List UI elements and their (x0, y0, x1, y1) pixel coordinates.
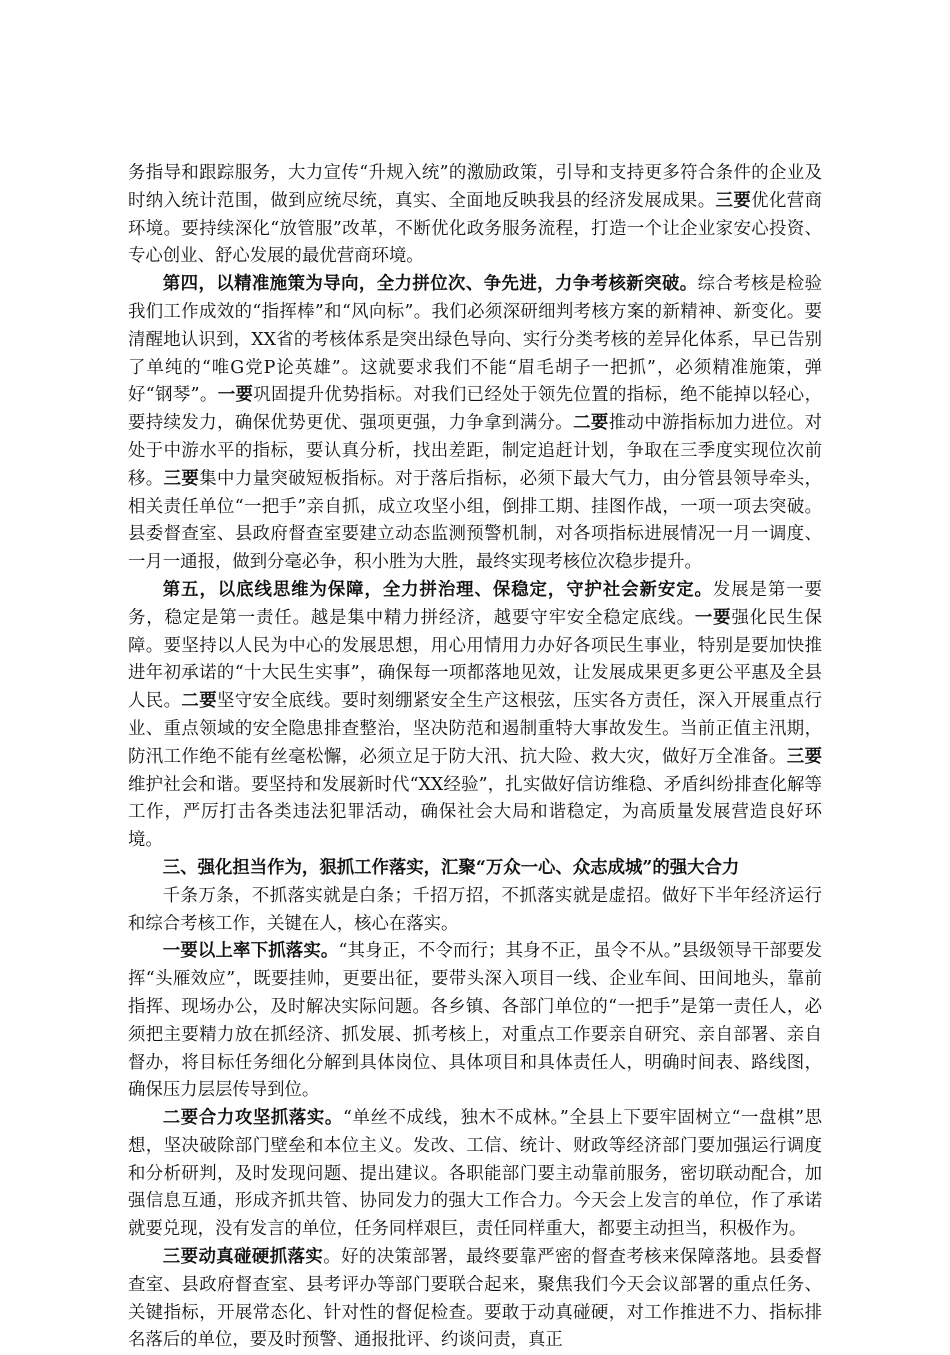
text-segment: 。好的决策部署，最终要靠严密的督查考核来保障落地。县委督查室、县政府督查室、县考评办等部门要联合起来，聚焦我们今天会议部署的重点任务、关键指标，开展常态化、针对性的督促检查。要敢于动真碰硬，对工作推进不力、指标排名落后的单位，要及时预警、通报批评、约谈问责，真正 (128, 1247, 822, 1351)
text-segment: 巩固提升优势指标。对我们已经处于领先位置的指标，绝不能掉以轻心，要持续发力，确保优势更优、强项更强，力争拿到满分。 (128, 385, 822, 434)
subheading-one: 一要以上率下抓落实。 (162, 941, 339, 962)
paragraph-strict-supervision (128, 1244, 822, 1355)
text-segment: 务指导和跟踪服务，大力宣传“升规入统”的激励政策，引导和支持更多符合条件的企业及时纳入统计范围，做到应统尽统，真实、全面地反映我县的经济发展成果。 (128, 163, 822, 211)
text-segment: 强化民生保障。要坚持以人民为中心的发展思想，用心用情用力办好各项民生事业，特别是要加快推进年初承诺的“十大民生实事”，确保每一项都落地见效，让发展成果更多更公平惠及全县人民。 (128, 607, 822, 712)
section-heading-three: 三、强化担当作为，狠抓工作落实，汇聚“万众一心、众志成城”的强大合力 (162, 857, 740, 878)
bold-lead: 三要 (786, 746, 822, 767)
paragraph-fourth-assessment (128, 271, 822, 577)
text-segment: “其身正，不令而行；其身不正，虽令不从。”县级领导干部要发挥“头雁效应”，既要挂帅，更要出征，要带头深入项目一线、企业车间、田间地头，靠前指挥、现场办公，及时解决实际问题。各乡镇、各部门单位的“一把手”是第一责任人，必须把主要精力放在抓经济、抓发展、抓考核上，对重点工作要亲自研究、亲自部署、亲自督办，将目标任务细化分解到具体岗位、具体项目和具体责任人，明确时间表、路线图，确保压力层层传导到位。 (128, 941, 822, 1101)
paragraph-business-environment (128, 160, 822, 271)
paragraph-implementation-intro (128, 883, 822, 939)
text-segment: 坚守安全底线。要时刻绷紧安全生产这根弦，压实各方责任，深入开展重点行业、重点领域的安全隐患排查整治，坚决防范和遏制重特大事故发生。当前正值主汛期，防汛工作绝不能有丝毫松懈，必须立足于防大汛、抗大险、救大灾，做好万全准备。 (128, 691, 822, 767)
text-segment: 维护社会和谐。要坚持和发展新时代“XX经验”，扎实做好信访维稳、矛盾纠纷排查化解等工作，严厉打击各类违法犯罪活动，确保社会大局和谐稳定，为高质量发展营造良好环境。 (128, 774, 822, 851)
bold-lead: 三要 (163, 468, 200, 489)
bold-lead: 一要 (694, 607, 732, 628)
text-segment: 推动中游指标加力进位。对处于中游水平的指标，要认真分析，找出差距，制定追赶计划，争取在三季度实现位次前移。 (128, 413, 822, 489)
section-heading-fifth: 第五，以底线思维为保障，全力拼治理、保稳定，守护社会新安定。 (162, 579, 713, 600)
subheading-three: 三要动真碰硬抓落实 (162, 1247, 324, 1268)
text-segment: 优化营商环境。要持续深化“放管服”改革，不断优化政务服务流程，打造一个让企业家安心投资、专心创业、舒心发展的最优营商环境。 (128, 190, 822, 267)
paragraph-lead-by-example (128, 938, 822, 1105)
text-segment: 综合考核是检验我们工作成效的“指挥棒”和“风向标”。我们必须深研细判考核方案的新精神、新变化。要清醒地认识到，XX省的考核体系是突出绿色导向、实行分类考核的差异化体系，早已告别了单纯的“唯G党P论英雄”。这就要求我们不能“眉毛胡子一把抓”，必须精准施策，弹好“钢琴”。 (128, 274, 822, 406)
paragraph-joint-effort (128, 1105, 822, 1244)
bold-lead: 一要 (217, 385, 254, 406)
text-segment: “单丝不成线，独木不成林。”全县上下要牢固树立“一盘棋”思想，坚决破除部门壁垒和本位主义。发改、工信、统计、财政等经济部门要加强运行调度和分析研判，及时发现问题、提出建议。各职能部门要主动靠前服务，密切联动配合，加强信息互通，形成齐抓共管、协同发力的强大工作合力。今天会上发言的单位，作了承诺就要兑现，没有发言的单位，任务同样艰巨，责任同样重大，都要主动担当，积极作为。 (128, 1108, 822, 1240)
bold-lead: 二要 (573, 413, 609, 434)
text-segment: 千条万条，不抓落实就是白条；千招万招，不抓落实就是虚招。做好下半年经济运行和综合考核工作，关键在人，核心在落实。 (128, 885, 822, 934)
bold-lead: 二要 (181, 691, 218, 712)
document-page (128, 160, 822, 1355)
text-segment: 集中力量突破短板指标。对于落后指标，必须下最大气力，由分管县领导牵头，相关责任单位“一把手”亲自抓，成立攻坚小组，倒排工期、挂图作战，一项一项去突破。县委督查室、县政府督查室要建立动态监测预警机制，对各项指标进展情况一月一调度、一月一通报，做到分毫必争，积小胜为大胜，最终实现考核位次稳步提升。 (128, 468, 822, 573)
paragraph-fifth-stability (128, 577, 822, 855)
subheading-two: 二要合力攻坚抓落实。 (162, 1108, 343, 1129)
bold-lead: 三要 (715, 190, 752, 211)
section-heading-fourth: 第四，以精准施策为导向，全力拼位次、争先进，力争考核新突破。 (162, 274, 698, 295)
text-segment: 发展是第一要务，稳定是第一责任。越是集中精力拼经济，越要守牢安全稳定底线。 (128, 579, 822, 628)
